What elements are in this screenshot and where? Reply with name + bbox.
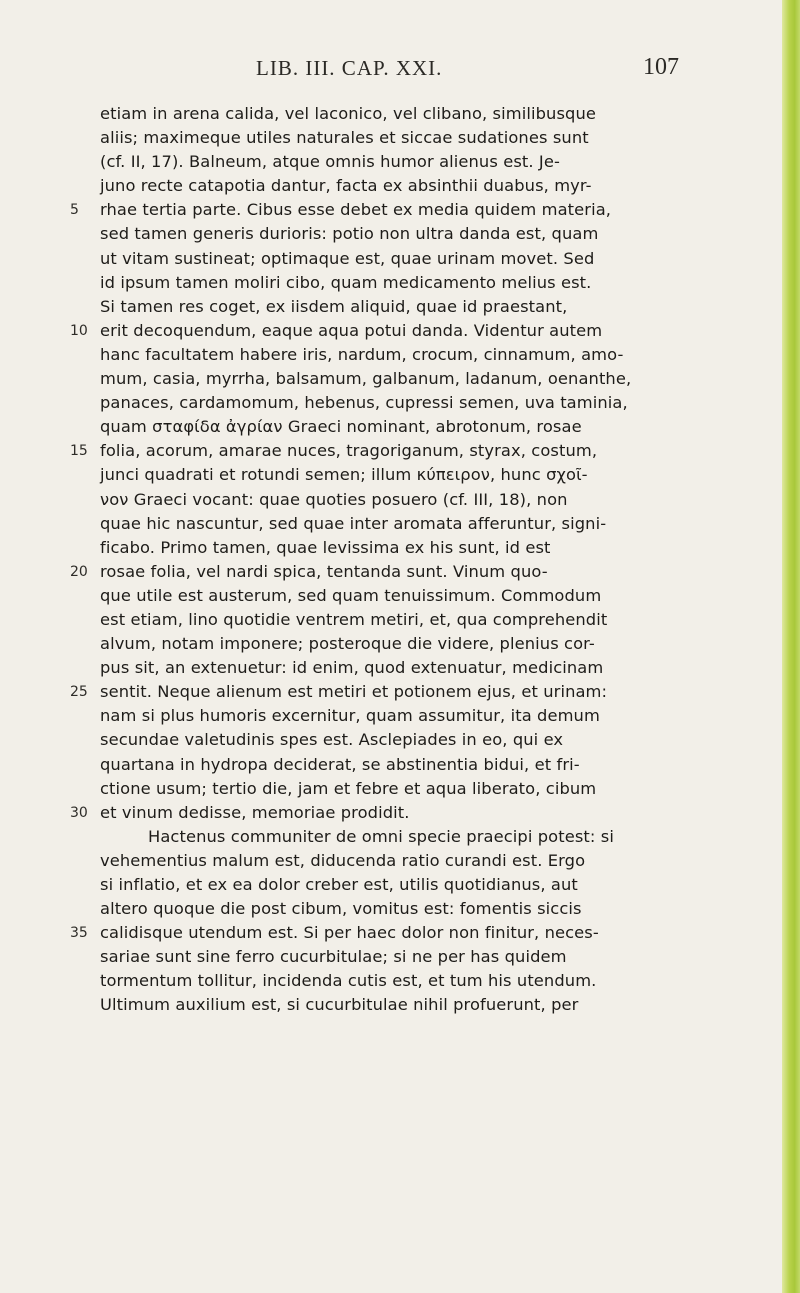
body-text [0, 102, 780, 1018]
line-number: 35 [70, 925, 88, 942]
text-line [0, 632, 780, 656]
text-line [0, 560, 780, 584]
line-text: quae hic nascuntur, sed quae inter aromata afferuntur, signi- [100, 513, 607, 533]
line-text: id ipsum tamen moliri cibo, quam medicamento melius est. [100, 272, 592, 292]
text-line [0, 174, 780, 198]
line-text: folia, acorum, amarae nuces, tragoriganum, styrax, costum, [100, 441, 598, 461]
text-line [0, 969, 780, 993]
line-text: rhae tertia parte. Cibus esse debet ex media quidem materia, [100, 200, 612, 220]
line-text: quam σταφίδα ἀγρίαν Graeci nominant, abrotonum, rosae [100, 417, 582, 437]
line-text: est etiam, lino quotidie ventrem metiri, et, qua comprehendit [100, 609, 608, 629]
text-line [0, 126, 780, 150]
line-text: pus sit, an extenuetur: id enim, quod extenuatur, medicinam [100, 658, 604, 678]
text-line [0, 777, 780, 801]
page-edge [782, 0, 800, 1293]
line-text: secundae valetudinis spes est. Asclepiades in eo, qui ex [100, 730, 564, 750]
text-line [0, 319, 780, 343]
line-text: tormentum tollitur, incidenda cutis est, et tum his utendum. [100, 971, 597, 991]
line-text: alvum, notam imponere; posteroque die videre, plenius cor- [100, 634, 595, 654]
line-text: sed tamen generis durioris: potio non ultra danda est, quam [100, 224, 599, 244]
text-line [0, 993, 780, 1017]
text-line [0, 415, 780, 439]
text-line [0, 825, 780, 849]
line-text: Hactenus communiter de omni specie praecipi potest: si [148, 826, 614, 846]
text-line [0, 945, 780, 969]
text-line [0, 656, 780, 680]
line-number: 15 [70, 443, 88, 460]
line-text: etiam in arena calida, vel laconico, vel clibano, similibusque [100, 104, 596, 123]
text-line [0, 801, 780, 825]
page-number: 107 [643, 54, 679, 80]
line-number: 10 [70, 322, 88, 339]
line-text: (cf. II, 17). Balneum, atque omnis humor alienus est. Je- [100, 152, 560, 172]
text-line [0, 198, 780, 222]
text-line [0, 680, 780, 704]
line-text: ut vitam sustineat; optimaque est, quae urinam movet. Sed [100, 248, 595, 268]
line-text: erit decoquendum, eaque aqua potui danda. Videntur autem [100, 320, 603, 340]
line-text: calidisque utendum est. Si per haec dolor non finitur, neces- [100, 923, 599, 943]
line-text: si inflatio, et ex ea dolor creber est, utilis quotidianus, aut [100, 875, 578, 894]
line-text: vehementius malum est, diducenda ratio curandi est. Ergo [100, 850, 586, 870]
line-number: 30 [70, 804, 88, 821]
line-text: que utile est austerum, sed quam tenuissimum. Commodum [100, 585, 602, 605]
text-line [0, 439, 780, 463]
line-number: 25 [70, 684, 88, 701]
line-number: 20 [70, 563, 88, 580]
line-text: juno recte catapotia dantur, facta ex absinthii duabus, myr- [100, 176, 592, 196]
text-line [0, 247, 780, 271]
text-line [0, 608, 780, 632]
line-text: altero quoque die post cibum, vomitus est: fomentis siccis [100, 899, 582, 919]
text-line [0, 728, 780, 752]
line-text: Ultimum auxilium est, si cucurbitulae nihil profuerunt, per [100, 995, 579, 1015]
text-line [0, 873, 780, 897]
page-header [0, 56, 780, 86]
text-line [0, 921, 780, 945]
line-text: junci quadrati et rotundi semen; illum κύπειρον, hunc σχοῖ- [100, 465, 588, 485]
line-text: sentit. Neque alienum est metiri et potionem ejus, et urinam: [100, 682, 608, 702]
line-text: aliis; maximeque utiles naturales et siccae sudationes sunt [100, 128, 589, 148]
text-line [0, 536, 780, 560]
text-line [0, 463, 780, 487]
line-text: ficabo. Primo tamen, quae levissima ex his sunt, id est [100, 537, 551, 557]
line-text: νον Graeci vocant: quae quoties posuero (cf. III, 18), non [100, 489, 568, 509]
text-line [0, 102, 780, 126]
line-text: mum, casia, myrrha, balsamum, galbanum, ladanum, oenanthe, [100, 369, 632, 389]
text-line [0, 295, 780, 319]
text-line [0, 849, 780, 873]
line-text: hanc facultatem habere iris, nardum, crocum, cinnamum, amo- [100, 344, 624, 364]
line-text: ctione usum; tertio die, jam et febre et aqua liberato, cibum [100, 778, 597, 798]
text-line [0, 222, 780, 246]
line-text: quartana in hydropa deciderat, se abstinentia bidui, et fri- [100, 754, 580, 774]
text-line [0, 584, 780, 608]
text-line [0, 753, 780, 777]
line-text: panaces, cardamomum, hebenus, cupressi semen, uva taminia, [100, 393, 628, 413]
text-line [0, 512, 780, 536]
line-text: et vinum dedisse, memoriae prodidit. [100, 802, 410, 822]
line-text: sariae sunt sine ferro cucurbitulae; si ne per has quidem [100, 947, 567, 967]
text-line [0, 367, 780, 391]
text-line [0, 271, 780, 295]
line-text: rosae folia, vel nardi spica, tentanda sunt. Vinum quo- [100, 561, 548, 581]
running-head: LIB. III. CAP. XXI. [256, 56, 443, 80]
text-line [0, 897, 780, 921]
text-line [0, 343, 780, 367]
text-line [0, 704, 780, 728]
line-text: Si tamen res coget, ex iisdem aliquid, quae id praestant, [100, 296, 568, 316]
text-line [0, 488, 780, 512]
text-line [0, 391, 780, 415]
text-line [0, 150, 780, 174]
line-number: 5 [70, 202, 79, 219]
line-text: nam si plus humoris excernitur, quam assumitur, ita demum [100, 706, 600, 726]
